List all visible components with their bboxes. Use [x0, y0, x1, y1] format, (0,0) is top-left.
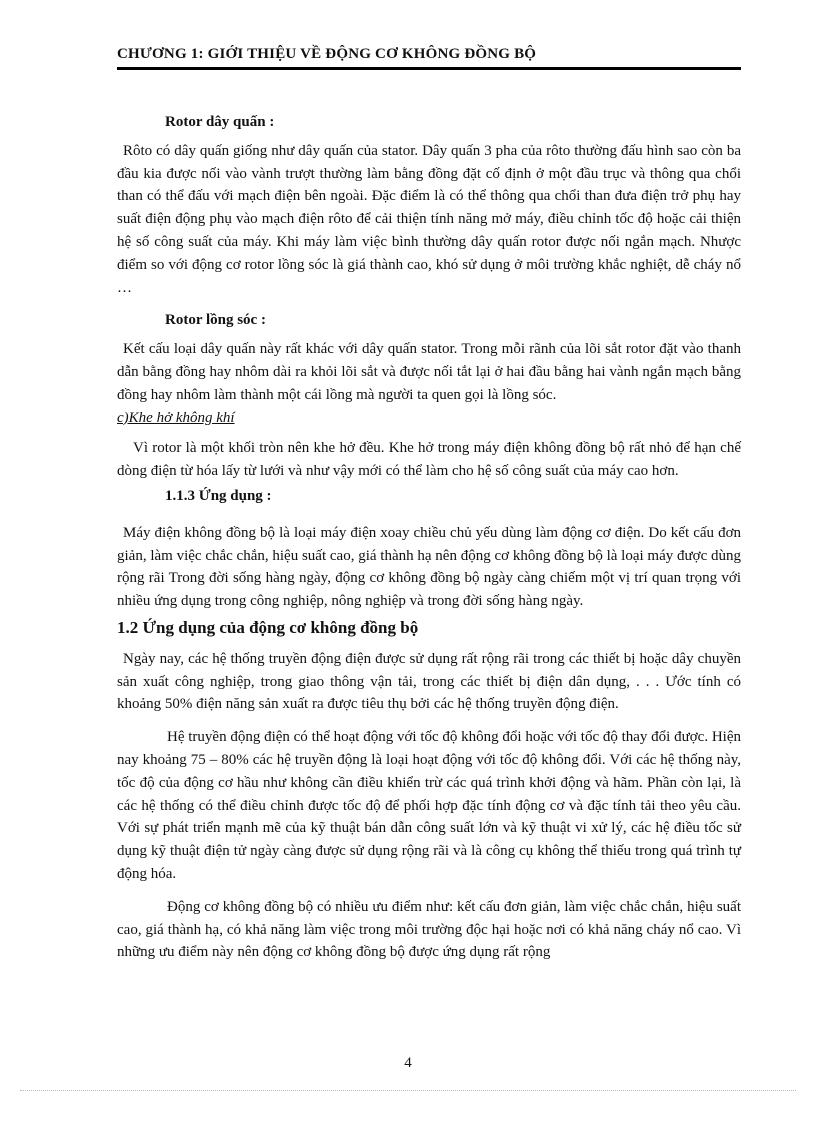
section-heading: 1.2 Ứng dụng của động cơ không đồng bộ — [117, 617, 419, 637]
page-body — [117, 111, 741, 964]
section-paragraph-3: Động cơ không đồng bộ có nhiều ưu điểm như: kết cấu đơn giản, làm việc chắc chắn, hiệu suất cao, giá thành hạ, có khả năng làm việc trong môi trường độc hại hoặc nơi có khả năng cháy nổ cao. Vì những ưu điểm này nên động cơ không đồng bộ được ứng dụng rất rộng — [117, 898, 741, 961]
rotor-day-quan-paragraph: Rôto có dây quấn giống như dây quấn của stator. Dây quấn 3 pha của rôto thường đấu hình sao còn ba đầu kia được nối vào vành trượt thường làm bằng đồng đặt cố định ở một đầu trục và thông qua chổi than có thể đấu với mạch điện bên ngoài. Đặc điểm là có thể thông qua chổi than đưa điện trở phụ hay suất điện động phụ vào mạch điện rôto để cải thiện tính năng mở máy, điều chỉnh tốc độ hoặc cải thiện hệ số công suất của máy. Khi máy làm việc bình thường dây quấn rotor được nối ngắn mạch. Nhược điểm so với động cơ rotor lồng sóc là giá thành cao, khó sử dụng ở môi trường khắc nghiệt, dễ cháy nổ … — [117, 142, 741, 296]
section-paragraph-2: Hệ truyền động điện có thể hoạt động với tốc độ không đổi hoặc với tốc độ thay đổi được. Hiện nay khoảng 75 – 80% các hệ truyền động là loại hoạt động với tốc độ không đổi. Với các hệ thống này, tốc độ của động cơ hầu như không cần điều khiển trừ các quá trình khởi động và hãm. Phần còn lại, là các hệ thống có thể điều chỉnh được tốc độ để phối hợp đặc tính động cơ và đặc tính tải theo yêu cầu. Với sự phát triển mạnh mẽ của kỹ thuật bán dẫn công suất lớn và kỹ thuật vi xử lý, các hệ điều tốc sử dụng kỹ thuật điện tử ngày càng được sử dụng rộng rãi và là công cụ không thể thiếu trong quá trình tự động hóa. — [117, 729, 741, 882]
khe-ho-paragraph: Vì rotor là một khối tròn nên khe hở đều. Khe hở trong máy điện không đồng bộ rất nhỏ để hạn chế dòng điện từ hóa lấy từ lưới và như vậy mới có thể làm cho hệ số công suất của máy cao hơn. — [117, 440, 741, 480]
rotor-day-quan-heading: Rotor dây quấn : — [165, 114, 275, 130]
header-rule — [117, 67, 741, 70]
rotor-long-soc-heading: Rotor lồng sóc : — [165, 312, 266, 329]
page-number: 4 — [404, 1055, 412, 1071]
section-paragraph-1: Ngày nay, các hệ thống truyền động điện được sử dụng rất rộng rãi trong các thiết bị hoặc dây chuyền sản xuất công nghiệp, trong giao thông vận tải, trong các thiết bị điện dân dụng, . . . Ước tính có khoảng 50% điện năng sản xuất ra được tiêu thụ bởi các hệ thống truyền động điện. — [117, 650, 741, 713]
ung-dung-heading: 1.1.3 Ứng dụng : — [165, 487, 272, 504]
rotor-long-soc-paragraph: Kết cấu loại dây quấn này rất khác với dây quấn stator. Trong mỗi rãnh của lõi sắt rotor đặt vào thanh dẫn bằng đồng hay nhôm dài ra khỏi lõi sắt và được nối tắt lại ở hai đầu bằng hai vành ngắn mạch bằng đồng hay nhôm làm thành một cái lồng mà người ta quen gọi là lồng sóc. — [117, 341, 741, 403]
page-bottom-divider — [20, 1090, 796, 1091]
page-header: CHƯƠNG 1: GIỚI THIỆU VỀ ĐỘNG CƠ KHÔNG ĐỒNG BỘ — [117, 46, 537, 62]
khe-ho-heading: c)Khe hở không khí — [117, 409, 235, 426]
ung-dung-paragraph: Máy điện không đồng bộ là loại máy điện xoay chiều chủ yếu dùng làm động cơ điện. Do kết cấu đơn giản, làm việc chắc chắn, hiệu suất cao, giá thành hạ nên động cơ không đồng bộ là loại máy được dùng rộng rãi Trong đời sống hàng ngày, động cơ không đồng bộ ngày càng chiếm một vị trí quan trọng với nhiều ứng dụng trong công nghiệp, nông nghiệp và trong đời sống hàng ngày. — [117, 524, 741, 610]
